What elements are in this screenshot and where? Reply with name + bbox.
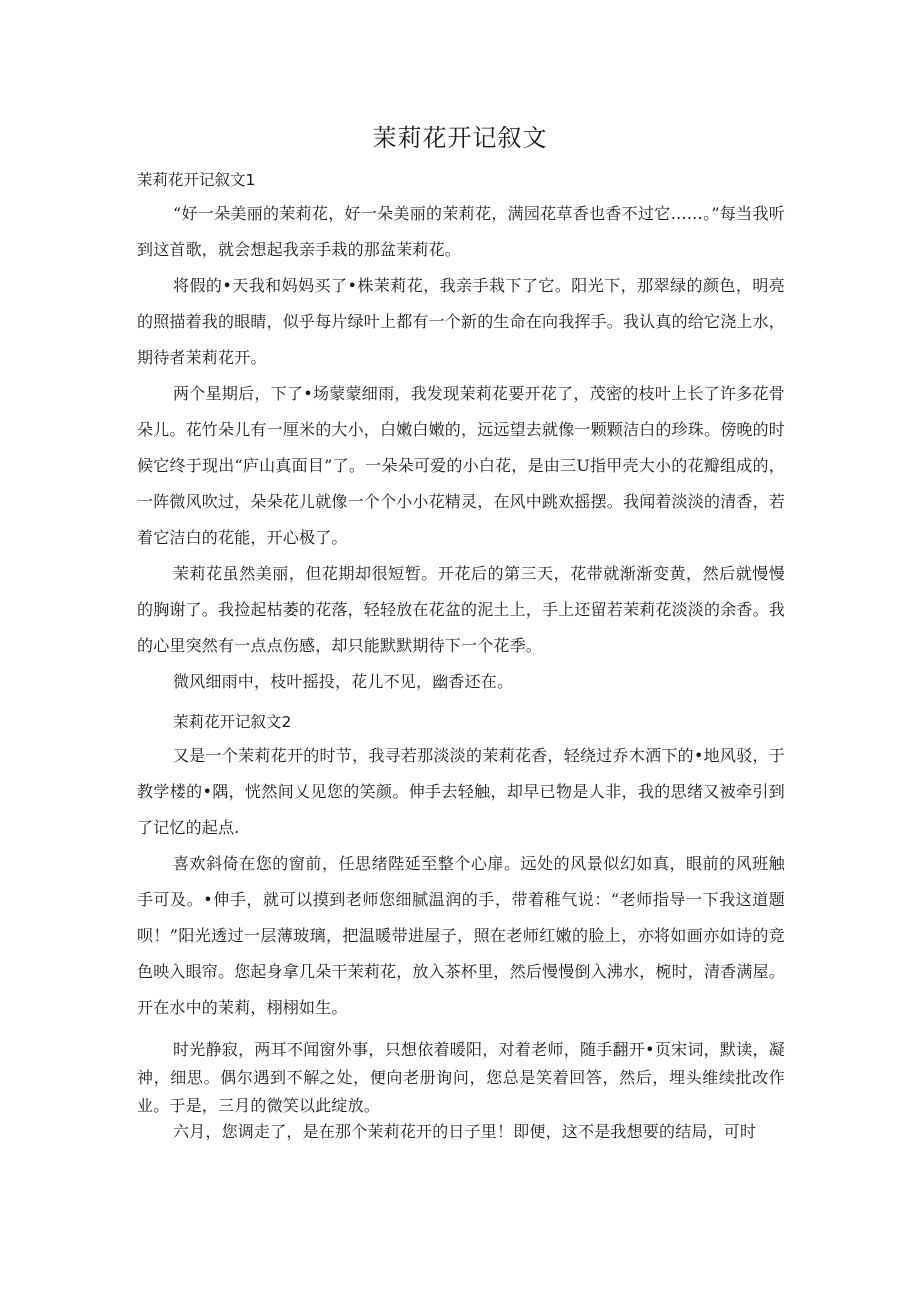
paragraph-1-1: “好一朵美丽的茉莉花，好一朵美丽的茉莉花，满园花草香也香不过它……。”每当我听到这首歌，就会想起我亲手栽的那盆茉莉花。 bbox=[137, 204, 785, 259]
paragraph-2-3: 时光静寂，两耳不闻窗外事，只想依着暖阳，对着老师，随手翻开•页宋词，默读，凝神，细思。偶尔遇到不解之处，便向老册询问，您总是笑着回答，然后，埋头维续批改作业。于是，三月的微笑以此绽放。 bbox=[137, 1040, 785, 1115]
paragraph-2-1: 又是一个茉莉花开的时节，我寻若那淡淡的茉莉花香，轻绕过乔木洒下的•地风驳，于教学楼的•隅，恍然间乂见您的笑颜。伸手去轻触，却早已物是人非，我的思绪又被牵引到了记忆的起点. bbox=[137, 746, 785, 837]
section-heading-2: 茉莉花开记叙文2 bbox=[173, 713, 292, 731]
paragraph-2-4: 六月，您调走了，是在那个茉莉花开的日子里！即便，这不是我想要的结局，可时 bbox=[173, 1122, 757, 1141]
paragraph-1-4: 茉莉花虽然美丽，但花期却很短暂。开花后的第三天，花带就渐渐变黄，然后就慢慢的胸谢了。我捡起枯萎的花落，轻轻放在花盆的泥土上，手上还留若茉莉花淡淡的余香。我的心里突然有一点点伤感，却只能默默期待下一个花季。 bbox=[137, 564, 786, 655]
paragraph-1-3: 两个星期后，下了•场蒙蒙细雨，我发现茉莉花要开花了，茂密的枝叶上长了许多花骨朵儿。花竹朵儿有一厘米的大小，白嫩白嫩的，远远望去就像一颗颗洁白的珍珠。傍晚的时候它终于现出“庐山真面目”了。一朵朵可爱的小白花，是由三U指甲壳大小的花瓣组成的，一阵微风吹过，朵朵花儿就像一个个小小花精灵，在风中跳欢摇摆。我闻着淡淡的清香，若着它洁白的花能，开心极了。 bbox=[137, 384, 786, 547]
paragraph-1-2: 将假的•天我和妈妈买了•株茉莉花，我亲手栽下了它。阳光下，那翠绿的颜色，明亮的照描着我的眼睛，似乎每片绿叶上都有一个新的生命在向我挥手。我认真的给它浇上水，期待者茉莉花开。 bbox=[137, 276, 786, 367]
document-title: 茉莉花开记叙文 bbox=[372, 124, 548, 152]
paragraph-1-5: 微风细雨中，枝叶摇投，花儿不见，幽香还在。 bbox=[173, 672, 514, 691]
section-heading-1: 茉莉花开记叙文1 bbox=[137, 171, 256, 189]
paragraph-2-2: 喜欢斜倚在您的窗前，任思绪陛延至整个心扉。远处的风景似幻如真，眼前的风班触手可及。•伸手，就可以摸到老师您细腻温润的手，带着稚气说：“老师指导一下我这道题呗！”阳光透过一层薄玻璃，把温暖带进屋子，照在老师红嫩的脸上，亦将如画亦如诗的竞色映入眼帘。您起身拿几朵干茉莉花，放入茶杯里，然后慢慢倒入沸水，椀时，清香满屋。开在水中的茉莉，栩栩如生。 bbox=[137, 854, 786, 1017]
